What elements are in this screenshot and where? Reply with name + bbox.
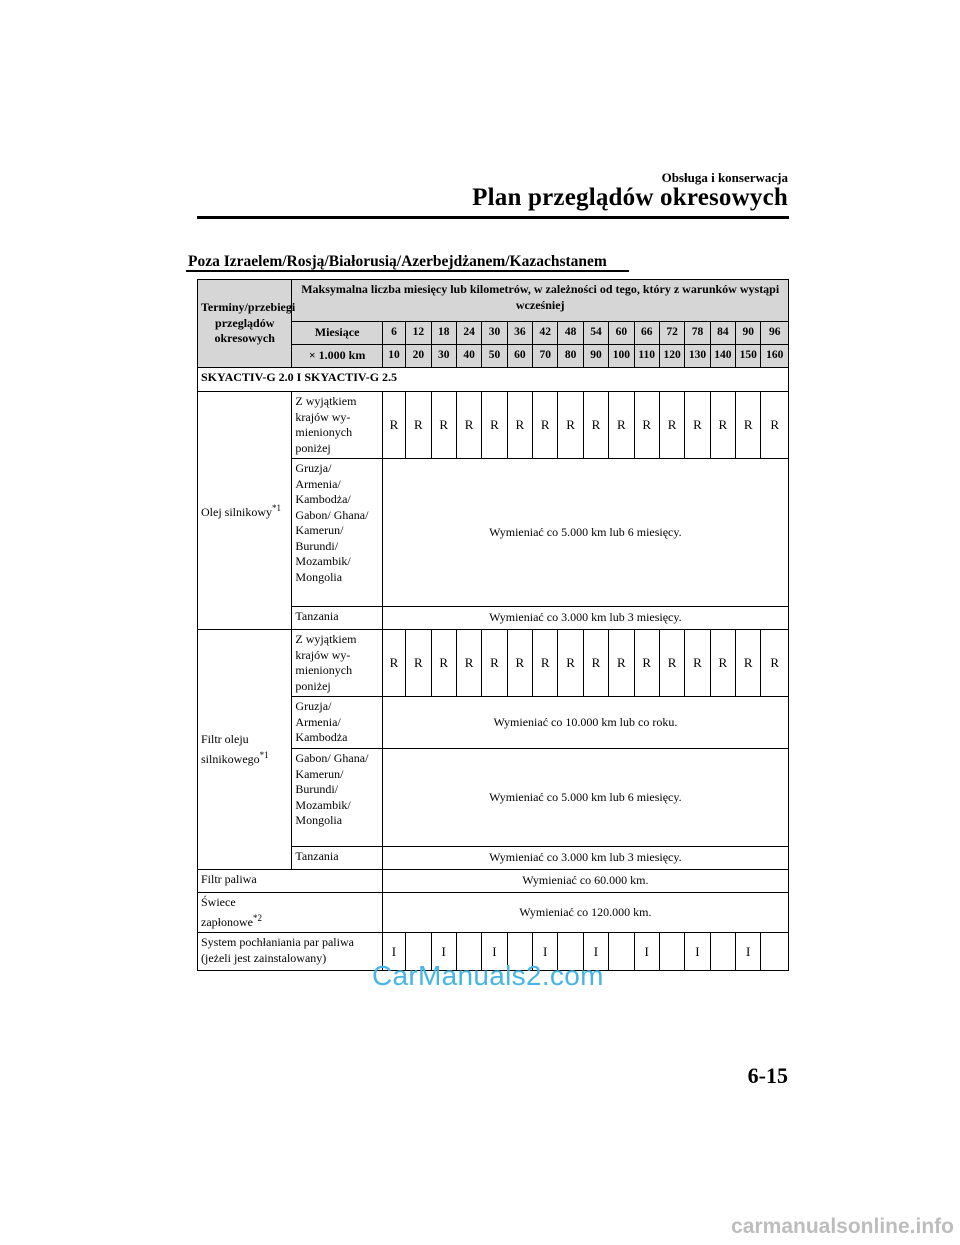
schedule-cell: I (482, 933, 507, 971)
fuel-filter-label: Filtr paliwa (198, 870, 292, 893)
schedule-cell: R (634, 630, 659, 697)
km-cell: 70 (533, 345, 558, 368)
spark-plugs-spacer (292, 893, 382, 933)
fuel-filter-interval: Wymieniać co 60.000 km. (382, 870, 788, 893)
months-cell: 48 (558, 322, 583, 345)
schedule-cell: I (431, 933, 456, 971)
schedule-cell: R (558, 630, 583, 697)
engine-label: SKYACTIV-G 2.0 I SKYACTIV-G 2.5 (198, 368, 789, 392)
km-label: × 1.000 km (292, 345, 382, 368)
schedule-cell: R (736, 630, 761, 697)
months-cell: 72 (659, 322, 684, 345)
schedule-cell: R (710, 392, 735, 459)
schedule-cell: R (761, 392, 789, 459)
schedule-cell (761, 933, 789, 971)
km-cell: 140 (710, 345, 735, 368)
months-cell: 66 (634, 322, 659, 345)
months-cell: 30 (482, 322, 507, 345)
schedule-cell: R (685, 392, 710, 459)
schedule-cell: I (583, 933, 608, 971)
schedule-cell: R (583, 630, 608, 697)
months-cell: 90 (736, 322, 761, 345)
spark-plugs-interval: Wymieniać co 120.000 km. (382, 893, 788, 933)
km-cell: 40 (456, 345, 481, 368)
schedule-cell: R (382, 392, 405, 459)
header-row (198, 280, 789, 322)
km-cell: 80 (558, 345, 583, 368)
schedule-cell: R (507, 630, 532, 697)
watermark-logo: CarManuals2.com (372, 960, 604, 991)
oil-label: Olej silnikowy (201, 504, 272, 519)
schedule-cell: R (406, 630, 431, 697)
km-cell: 20 (406, 345, 431, 368)
interval-corner-label: Terminy/przebiegi przeglądów okresowych (198, 280, 292, 368)
months-cell: 60 (609, 322, 634, 345)
filter-label: Filtr oleju silnikowego (201, 732, 260, 766)
oil-tanzania-interval: Wymieniać co 3.000 km lub 3 miesięcy. (382, 607, 788, 630)
km-cell: 150 (736, 345, 761, 368)
evap-label: System pochłaniania par paliwa (jeżeli jest zainstalowany) (198, 933, 383, 971)
filter-group2-interval: Wymieniać co 5.000 km lub 6 miesięcy. (382, 749, 788, 847)
km-cell: 110 (634, 345, 659, 368)
schedule-cell: I (685, 933, 710, 971)
schedule-cell: R (482, 392, 507, 459)
months-cell: 96 (761, 322, 789, 345)
schedule-cell: I (382, 933, 405, 971)
filter-region-except: Z wyjątkiem krajów wymienionych poniżej (292, 630, 382, 697)
filter-group1-interval: Wymieniać co 10.000 km lub co roku. (382, 697, 788, 749)
spark-plugs-row (198, 893, 789, 933)
km-cell: 10 (382, 345, 405, 368)
oil-region-tanzania: Tanzania (292, 607, 382, 630)
months-cell: 36 (507, 322, 532, 345)
schedule-cell: R (685, 630, 710, 697)
table-subtitle: Poza Izraelem/Rosją/Białorusią/Azerbejdżanem/Kazachstanem (188, 253, 607, 270)
filter-region-tanzania: Tanzania (292, 847, 382, 870)
schedule-cell: R (456, 630, 481, 697)
schedule-cell: I (736, 933, 761, 971)
schedule-cell (659, 933, 684, 971)
spark-plugs-label-cell (198, 893, 292, 933)
km-cell: 50 (482, 345, 507, 368)
months-cell: 18 (431, 322, 456, 345)
km-cell: 120 (659, 345, 684, 368)
engine-row (198, 368, 789, 392)
schedule-cell (710, 933, 735, 971)
schedule-cell: R (406, 392, 431, 459)
schedule-cell: R (456, 392, 481, 459)
schedule-cell: R (482, 630, 507, 697)
months-cell: 12 (406, 322, 431, 345)
oil-region-except: Z wyjątkiem krajów wymienionych poniżej (292, 392, 382, 459)
section-header: Obsługa i konserwacja (661, 170, 788, 185)
oil-footnote-mark: *1 (272, 502, 281, 513)
schedule-cell: R (533, 392, 558, 459)
schedule-cell: R (533, 630, 558, 697)
filter-footnote-mark: *1 (259, 749, 269, 760)
oil-region-group: Gruzja/ Armenia/ Kambodża/ Gabon/ Ghana/ Kamerun/ Burundi/ Mozambik/ Mongolia (292, 459, 382, 607)
schedule-cell: R (558, 392, 583, 459)
km-cell: 130 (685, 345, 710, 368)
schedule-cell: R (609, 392, 634, 459)
schedule-cell: R (634, 392, 659, 459)
filter-region-group2: Gabon/ Ghana/ Kamerun/ Burundi/ Mozambik/ Mongolia (292, 749, 382, 847)
months-label: Miesiące (292, 322, 382, 345)
spark-footnote-mark: *2 (252, 912, 262, 923)
maintenance-schedule-table (197, 279, 789, 971)
schedule-cell: R (431, 630, 456, 697)
filter-except-row (198, 630, 789, 697)
oil-except-row (198, 392, 789, 459)
footer-watermark: carmanualsonline.info (731, 1215, 954, 1238)
schedule-cell: R (659, 392, 684, 459)
schedule-cell: R (609, 630, 634, 697)
oil-group-interval: Wymieniać co 5.000 km lub 6 miesięcy. (382, 459, 788, 607)
months-cell: 84 (710, 322, 735, 345)
months-cell: 24 (456, 322, 481, 345)
schedule-cell: R (382, 630, 405, 697)
filter-region-group1: Gruzja/ Armenia/ Kambodża (292, 697, 382, 749)
fuel-filter-spacer (292, 870, 382, 893)
schedule-cell: R (431, 392, 456, 459)
schedule-cell: R (583, 392, 608, 459)
page-title: Plan przeglądów okresowych (472, 184, 788, 211)
months-cell: 54 (583, 322, 608, 345)
months-cell: 42 (533, 322, 558, 345)
months-cell: 78 (685, 322, 710, 345)
filter-tanzania-interval: Wymieniać co 3.000 km lub 3 miesięcy. (382, 847, 788, 870)
page-number: 6-15 (747, 1063, 788, 1088)
header-rule (197, 216, 789, 219)
schedule-cell: I (533, 933, 558, 971)
km-cell: 30 (431, 345, 456, 368)
km-cell: 160 (761, 345, 789, 368)
schedule-cell (609, 933, 634, 971)
fuel-filter-row (198, 870, 789, 893)
schedule-cell: R (761, 630, 789, 697)
schedule-cell: R (507, 392, 532, 459)
km-cell: 60 (507, 345, 532, 368)
subtitle-underline (186, 270, 629, 272)
max-interval-header: Maksymalna liczba miesięcy lub kilometrów, w zależności od tego, który z warunków wystąpi wcześniej (292, 280, 789, 322)
filter-label-cell (198, 630, 292, 870)
spark-plugs-label: Świece zapłonowe (201, 895, 253, 929)
km-cell: 90 (583, 345, 608, 368)
schedule-cell: R (710, 630, 735, 697)
schedule-cell: R (736, 392, 761, 459)
schedule-cell: R (659, 630, 684, 697)
months-cell: 6 (382, 322, 405, 345)
km-cell: 100 (609, 345, 634, 368)
schedule-cell: I (634, 933, 659, 971)
oil-label-cell (198, 392, 292, 630)
